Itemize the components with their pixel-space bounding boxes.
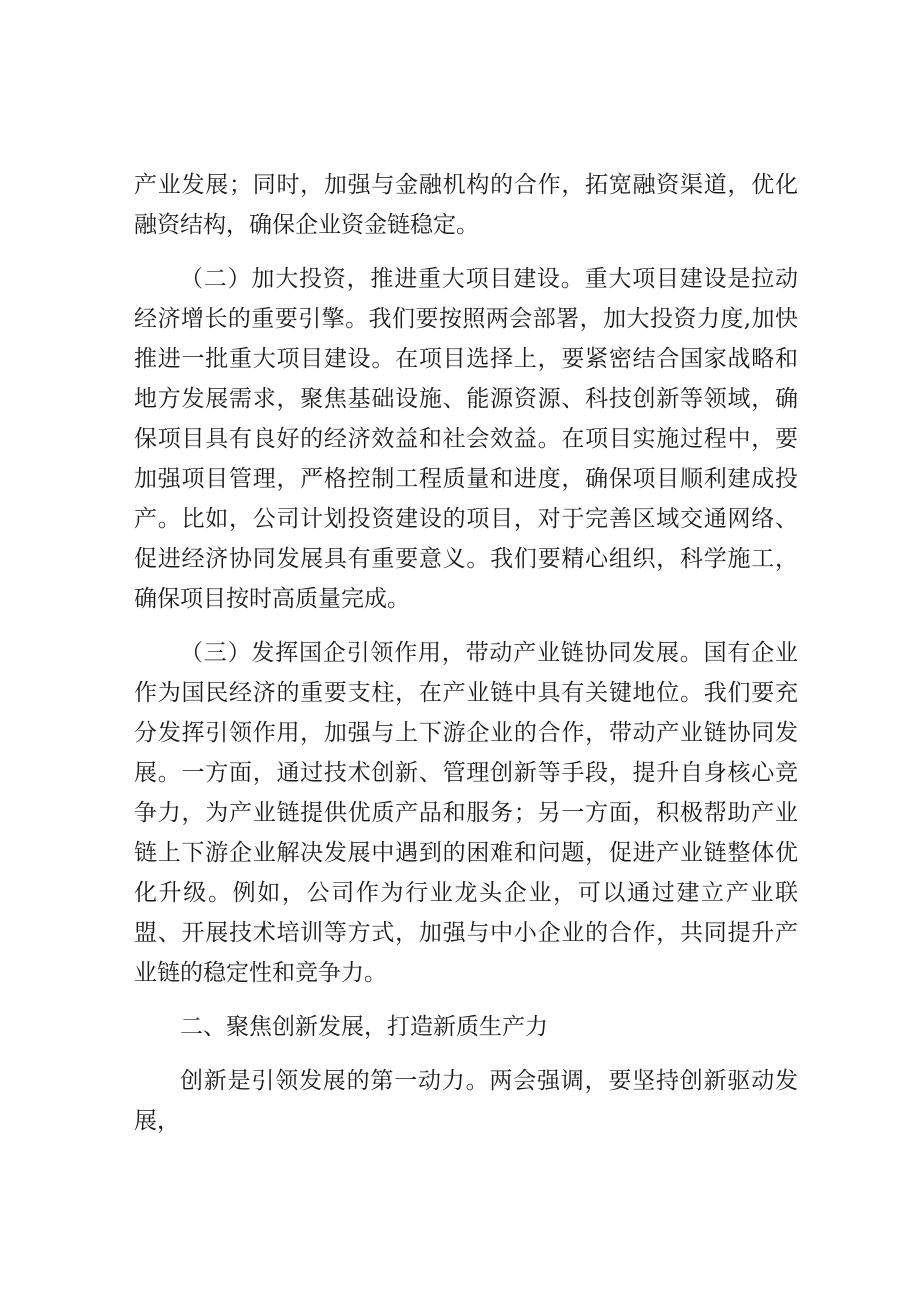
- paragraph-major-projects: （二）加大投资，推进重大项目建设。重大项目建设是拉动经济增长的重要引擎。我们要按照两会部署，加大投资力度,加快推进一批重大项目建设。在项目选择上，要紧密结合国家战略和地方发展需求，聚焦基础设施、能源资源、科技创新等领域，确保项目具有良好的经济效益和社会效益。在项目实施过程中，要加强项目管理，严格控制工程质量和进度，确保项目顺利建成投产。比如，公司计划投资建设的项目，对于完善区域交通网络、促进经济协同发展具有重要意义。我们要精心组织，科学施工，确保项目按时高质量完成。: [134, 266, 798, 612]
- section-heading: 二、聚焦创新发展，打造新质生产力: [180, 1014, 548, 1040]
- paragraph-innovation: 创新是引领发展的第一动力。两会强调，要坚持创新驱动发展，: [134, 1068, 798, 1134]
- paragraph-continuation: 产业发展；同时，加强与金融机构的合作，拓宽融资渠道，优化融资结构，确保企业资金链稳定。: [134, 172, 798, 238]
- document-body: [134, 165, 798, 1155]
- paragraph-soe-leadership: （三）发挥国企引领作用，带动产业链协同发展。国有企业作为国民经济的重要支柱，在产业链中具有关键地位。我们要充分发挥引领作用，加强与上下游企业的合作，带动产业链协同发展。一方面，通过技术创新、管理创新等手段，提升自身核心竞争力，为产业链提供优质产品和服务；另一方面，积极帮助产业链上下游企业解决发展中遇到的困难和问题，促进产业链整体优化升级。例如，公司作为行业龙头企业，可以通过建立产业联盟、开展技术培训等方式，加强与中小企业的合作，共同提升产业链的稳定性和竞争力。: [134, 640, 798, 986]
